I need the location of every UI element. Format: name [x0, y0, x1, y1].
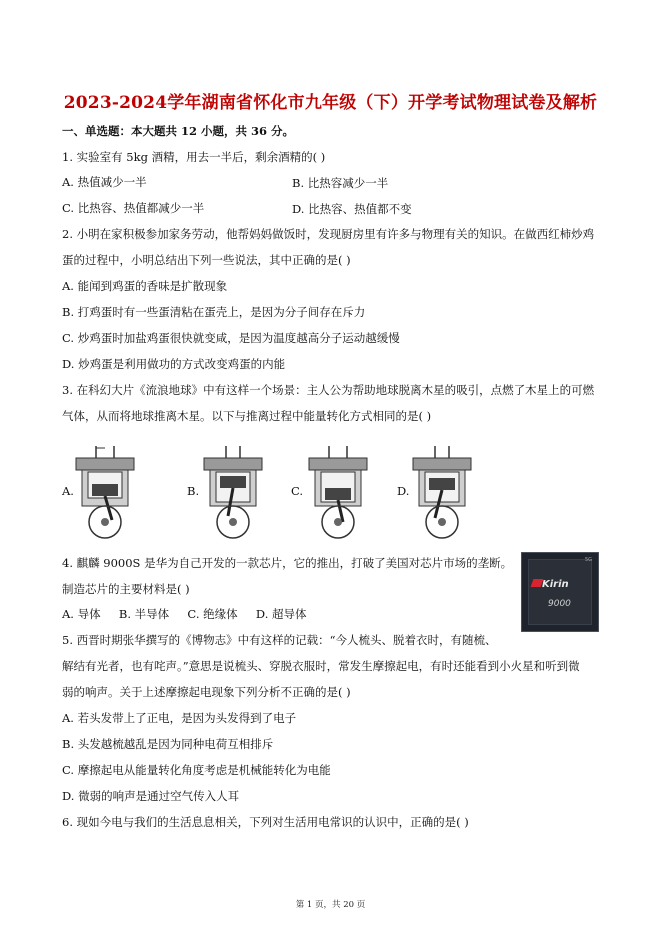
engine-diagram-c	[305, 444, 371, 540]
question-3-stem-line2: 气体，从而将地球推离木星。以下与推离过程中能量转化方式相同的是( )	[62, 409, 432, 423]
question-5-option-d: D. 微弱的响声是通过空气传入人耳	[62, 789, 240, 803]
question-2-option-b: B. 打鸡蛋时有一些蛋清粘在蛋壳上，是因为分子间存在斥力	[62, 305, 366, 319]
question-5-stem-line2: 解结有光者，也有咤声。”意思是说梳头、穿脱衣服时，常发生摩擦起电，有时还能看到小火星和听到微	[62, 659, 580, 673]
kirin-chip-image	[521, 552, 599, 632]
question-1-stem: 1. 实验室有 5kg 酒精，用去一半后，剩余酒精的( )	[62, 150, 326, 164]
section-heading: 一、单选题：本大题共 12 小题，共 36 分。	[62, 124, 295, 138]
question-5-stem-line3: 弱的响声。关于上述摩擦起电现象下列分析不正确的是( )	[62, 685, 351, 699]
question-1-option-c: C. 比热容、热值都减少一半	[62, 201, 205, 215]
engine-diagram-d	[409, 444, 475, 540]
question-2-option-c: C. 炒鸡蛋时加盐鸡蛋很快就变咸，是因为温度越高分子运动越缓慢	[62, 331, 400, 345]
question-4-stem-line1: 4. 麒麟 9000S 是华为自己开发的一款芯片，它的推出，打破了美国对芯片市场的垄断。	[62, 556, 513, 570]
chip-model: 9000	[548, 599, 571, 609]
question-5-option-b: B. 头发越梳越乱是因为同种电荷互相排斥	[62, 737, 274, 751]
question-1-option-b: B. 比热容减少一半	[292, 176, 389, 190]
question-6-stem: 6. 现如今电与我们的生活息息相关，下列对生活用电常识的认识中，正确的是( )	[62, 815, 469, 829]
chip-brand: Kirin	[542, 579, 569, 590]
question-2-stem-line1: 2. 小明在家积极参加家务劳动，他帮妈妈做饭时，发现厨房里有许多与物理有关的知识。在做西红柿炒鸡	[62, 227, 595, 241]
question-5-option-a: A. 若头发带上了正电，是因为头发得到了电子	[62, 711, 297, 725]
page-footer: 第 1 页，共 20 页	[295, 900, 366, 910]
question-3-label-d: D.	[397, 484, 410, 498]
question-2-option-a: A. 能闻到鸡蛋的香味是扩散现象	[62, 279, 228, 293]
question-3-label-b: B.	[187, 484, 200, 498]
question-3-label-c: C.	[291, 484, 304, 498]
question-3-label-a: A.	[62, 484, 74, 498]
question-4-options: A. 导体 B. 半导体 C. 绝缘体 D. 超导体	[62, 607, 307, 621]
page-title: 2023-2024学年湖南省怀化市九年级（下）开学考试物理试卷及解析	[63, 93, 598, 113]
question-5-option-c: C. 摩擦起电从能量转化角度考虑是机械能转化为电能	[62, 763, 331, 777]
question-4-stem-line2: 制造芯片的主要材料是( )	[62, 582, 190, 596]
engine-diagram-b	[200, 444, 266, 540]
question-1-option-d: D. 比热容、热值都不变	[292, 202, 412, 216]
question-2-stem-line2: 蛋的过程中，小明总结出下列一些说法，其中正确的是( )	[62, 253, 351, 267]
question-1-option-a: A. 热值减少一半	[62, 175, 147, 189]
engine-diagram-a	[72, 444, 138, 540]
question-3-stem-line1: 3. 在科幻大片《流浪地球》中有这样一个场景：主人公为帮助地球脱离木星的吸引，点燃了木星上的可燃	[62, 383, 595, 397]
chip-tag: 5G	[584, 557, 592, 563]
question-5-stem-line1: 5. 西晋时期张华撰写的《博物志》中有这样的记载：“今人梳头、脱着衣时，有随梳、	[62, 633, 497, 647]
question-2-option-d: D. 炒鸡蛋是利用做功的方式改变鸡蛋的内能	[62, 357, 286, 371]
